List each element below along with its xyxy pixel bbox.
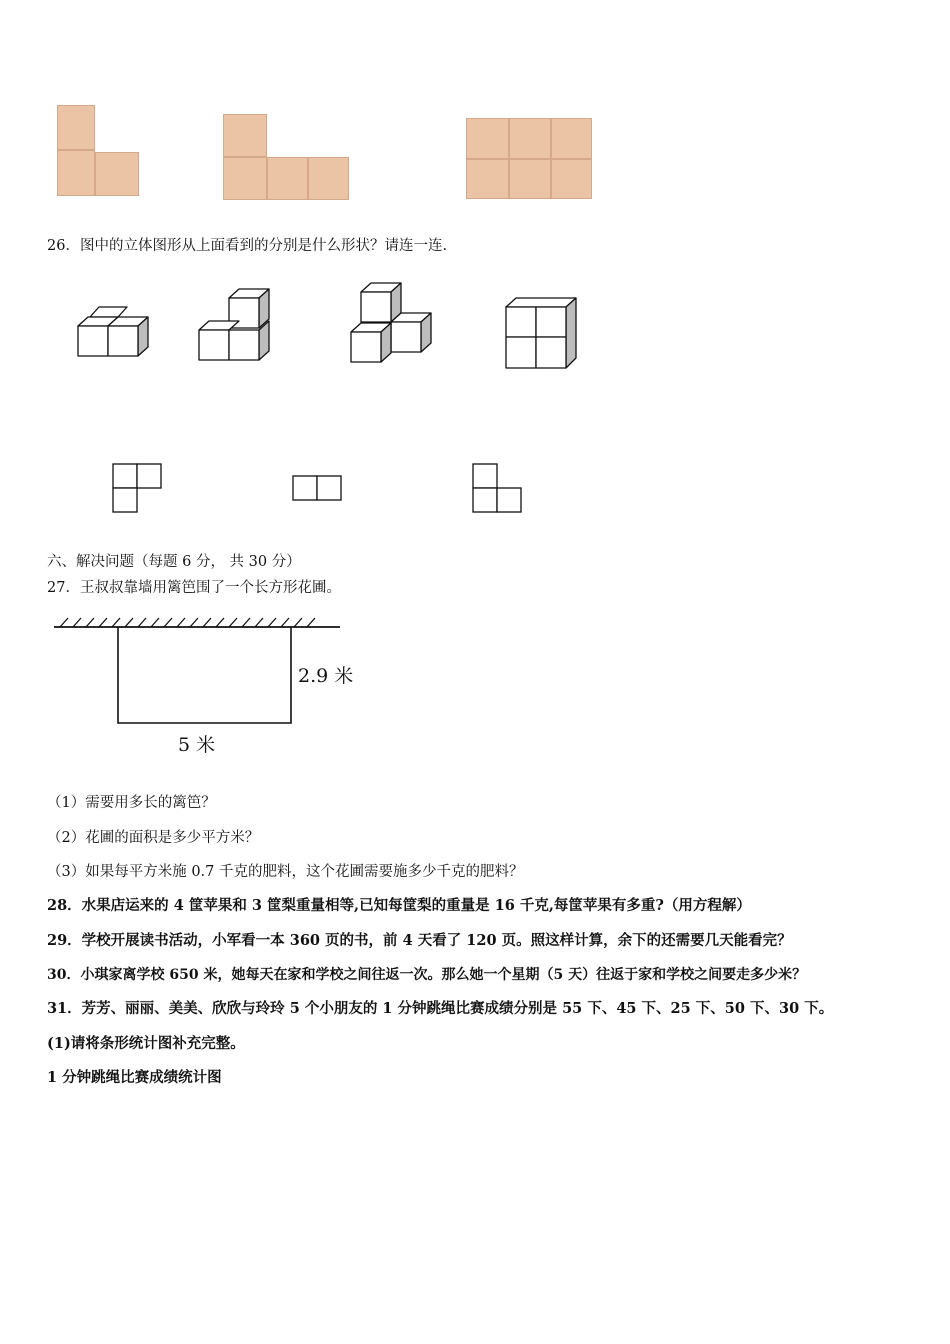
view-tile [551, 118, 592, 159]
question-26-text: 26．图中的立体图形从上面看到的分别是什么形状？请连一连. [47, 238, 448, 254]
cube-figure-d [506, 298, 576, 368]
garden-diagram [40, 610, 380, 760]
view-tile [57, 105, 95, 150]
fence-outline [118, 627, 291, 723]
view-tile [223, 114, 267, 157]
view-tile [509, 159, 551, 199]
question-28-text: 28．水果店运来的 4 筐苹果和 3 筐梨重量相等,已知每筐梨的重量是 16 千克,每筐苹果有多重?（用方程解） [47, 897, 751, 914]
question-31-text: 31．芳芳、丽丽、美美、欣欣与玲玲 5 个小朋友的 1 分钟跳绳比赛成绩分别是 55 下、45 下、25 下、50 下、30 下。 [47, 1000, 834, 1017]
top-view-shape-1 [113, 464, 161, 512]
cube-figures [0, 270, 950, 530]
question-30-text: 30．小琪家离学校 650 米，她每天在家和学校之间往返一次。那么她一个星期（5 天）往返于家和学校之间要走多少米？ [47, 967, 807, 983]
view-tile [57, 150, 95, 196]
view-tile [308, 157, 349, 200]
view-tile [223, 157, 267, 200]
cube-figure-b [199, 289, 269, 360]
view-tile [95, 152, 139, 196]
view-tile [267, 157, 308, 200]
height-label: 2.9 米 [298, 665, 354, 687]
section-6-heading: 六、解决问题（每题 6 分， 共 30 分） [47, 554, 301, 570]
view-tile [551, 159, 592, 199]
cube-figure-c [351, 283, 431, 362]
question-29-text: 29．学校开展读书活动，小军看一本 360 页的书，前 4 天看了 120 页。照这样计算，余下的还需要几天能看完？ [47, 932, 792, 949]
top-view-shape-2 [293, 476, 341, 500]
view-tile [466, 118, 509, 159]
question-27-text: 27．王叔叔靠墙用篱笆围了一个长方形花圃。 [47, 580, 341, 596]
question-27-part-1: （1）需要用多长的篱笆？ [47, 795, 216, 811]
chart-title: 1 分钟跳绳比赛成绩统计图 [47, 1069, 222, 1086]
cube-figure-a [78, 307, 148, 356]
top-view-shape-3 [473, 464, 521, 512]
question-27-part-2: （2）花圃的面积是多少平方米？ [47, 830, 260, 846]
view-tile [509, 118, 551, 159]
view-tile [466, 159, 509, 199]
question-31-sub-1: (1)请将条形统计图补充完整。 [47, 1035, 245, 1052]
wall-hatching [60, 618, 315, 627]
question-27-part-3: （3）如果每平方米施 0.7 千克的肥料，这个花圃需要施多少千克的肥料？ [47, 864, 524, 880]
width-label: 5 米 [178, 734, 216, 756]
